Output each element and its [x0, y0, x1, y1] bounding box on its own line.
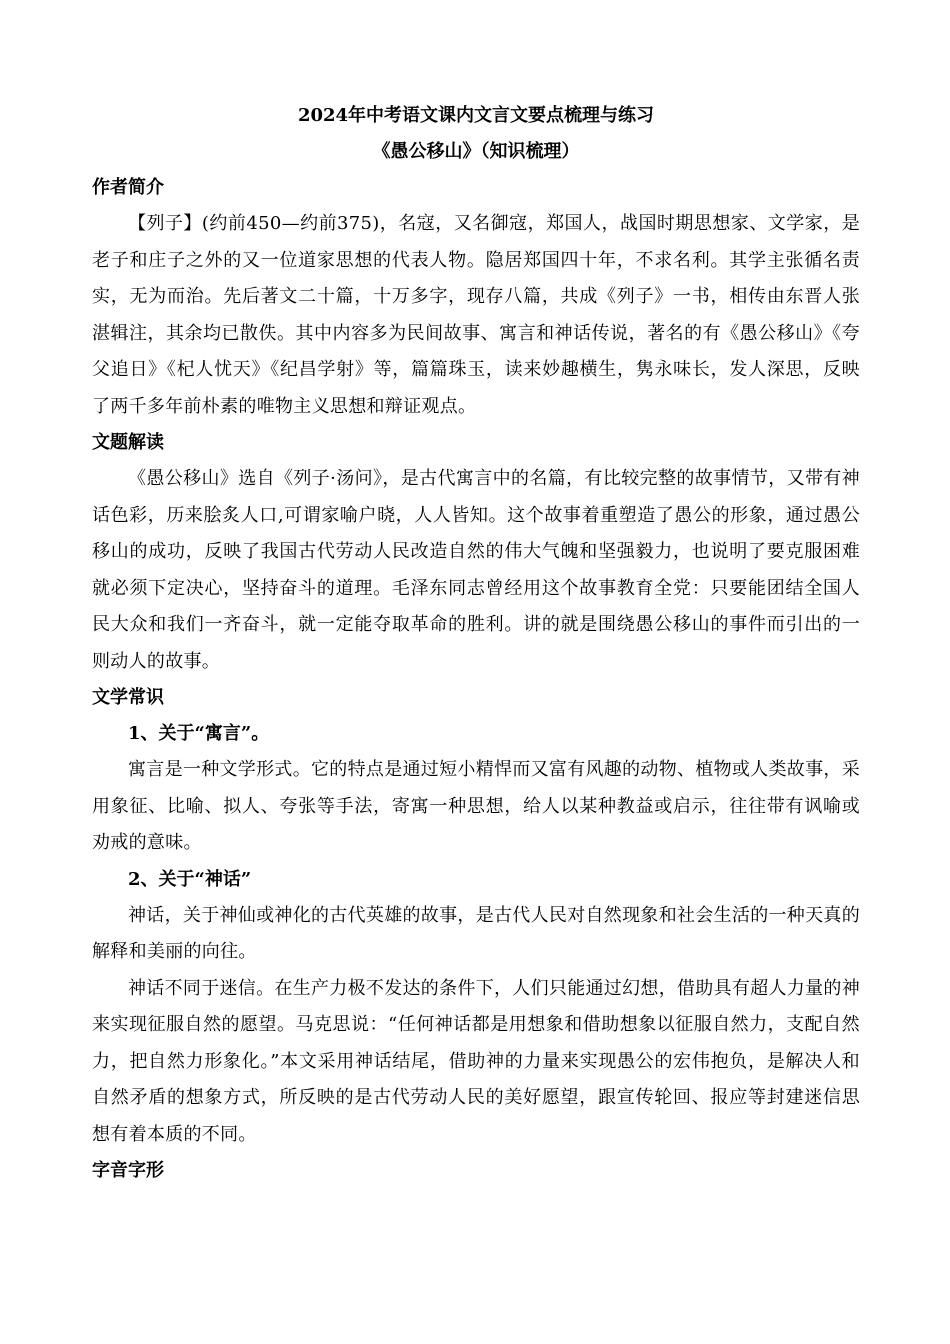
interpretation-paragraph: 《愚公移山》选自《列子·汤问》，是古代寓言中的名篇，有比较完整的故事情节，又带有神话色彩，历来脍炙人口,可谓家喻户晓，人人皆知。这个故事着重塑造了愚公的形象，通过愚公移山的成功，反映了我国古代劳动人民改造自然的伟大气魄和坚强毅力，也说明了要克服困难就必须下定决心，坚持奋斗的道理。毛泽东同志曾经用这个故事教育全党：只要能团结全国人民大众和我们一齐奋斗，就一定能夺取革命的胜利。讲的就是围绕愚公移山的事件而引出的一则动人的故事。: [92, 468, 860, 672]
fable-paragraph: 寓言是一种文学形式。它的特点是通过短小精悍而又富有风趣的动物、植物或人类故事，采用象征、比喻、拟人、夸张等手法，寄寓一种思想，给人以某种教益或启示，往往带有讽喻或劝戒的意味。: [92, 759, 860, 853]
document-subtitle: 《愚公移山》（知识梳理）: [372, 141, 580, 162]
myth-subheading: 2、关于“神话”: [128, 868, 252, 890]
author-paragraph: 【列子】(约前450—约前375)，名寇，又名御寇，郑国人，战国时期思想家、文学家，是老子和庄子之外的又一位道家思想的代表人物。隐居郑国四十年，不求名利。其学主张循名责实，无为而治。先后著文二十篇，十万多字，现存八篇，共成《列子》一书，相传由东晋人张湛辑注，其余均已散佚。其中内容多为民间故事、寓言和神话传说，著名的有《愚公移山》《夸父追日》《杞人忧天》《纪昌学射》等，篇篇珠玉，读来妙趣横生，隽永味长，发人深思，反映了两千多年前朴素的唯物主义思想和辩证观点。: [92, 213, 860, 417]
section-heading-author: 作者简介: [92, 177, 164, 198]
section-heading-literature: 文学常识: [92, 687, 164, 708]
myth-paragraph-2: 神话不同于迷信。在生产力极不发达的条件下，人们只能通过幻想，借助具有超人力量的神来实现征服自然的愿望。马克思说：“任何神话都是用想象和借助想象以征服自然力，支配自然力，把自然力形象化。”本文采用神话结尾，借助神的力量来实现愚公的宏伟抱负，是解决人和自然矛盾的想象方式，所反映的是古代劳动人民的美好愿望，跟宣传轮回、报应等封建迷信思想有着本质的不同。: [92, 977, 860, 1145]
myth-paragraph-1: 神话，关于神仙或神化的古代英雄的故事，是古代人民对自然现象和社会生活的一种天真的解释和美丽的向往。: [92, 904, 860, 962]
document-title: 2024年中考语文课内文言文要点梳理与练习: [297, 105, 655, 126]
section-heading-pronunciation: 字音字形: [92, 1160, 164, 1181]
fable-subheading: 1、关于“寓言”。: [128, 723, 270, 744]
document-page: [92, 98, 860, 1189]
section-heading-interpretation: 文题解读: [92, 432, 164, 453]
